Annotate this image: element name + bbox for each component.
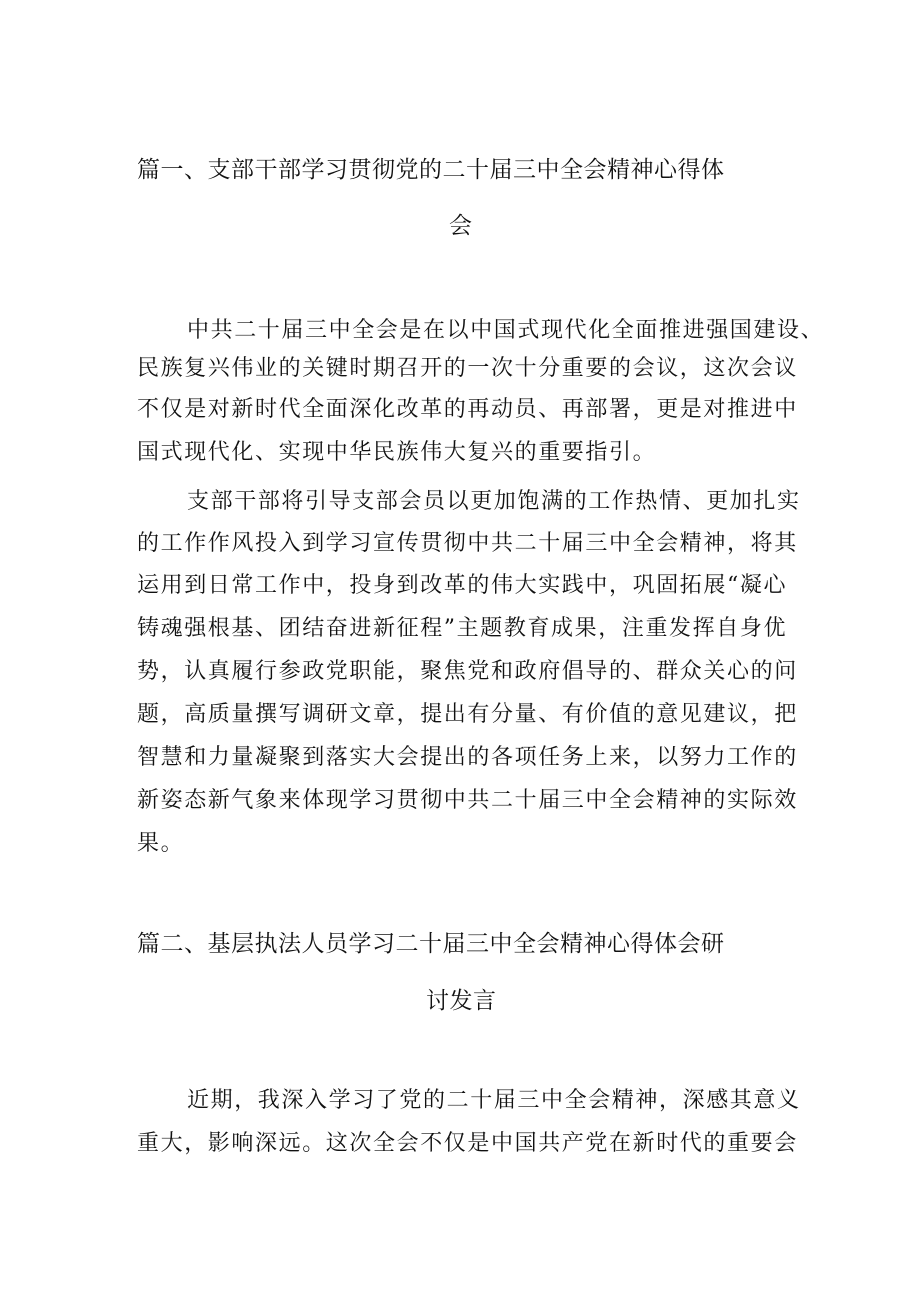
section1-para2-line4: 铸魂强根基、团结奋进新征程”主题教育成果，注重发挥自身优	[137, 616, 788, 641]
section1-para2-line8: 新姿态新气象来体现学习贯彻中共二十届三中全会精神的实际效	[137, 788, 798, 813]
section1-para2-line1: 支部干部将引导支部会员以更加饱满的工作热情、更加扎实	[187, 489, 801, 514]
section2-title-line1: 篇二、基层执法人员学习二十届三中全会精神心得体会研	[137, 931, 725, 957]
section1-para2-line6: 题，高质量撰写调研文章，提出有分量、有价值的意见建议，把	[137, 702, 798, 727]
section2-para1-line1: 近期，我深入学习了党的二十届三中全会精神，深感其意义	[187, 1088, 801, 1113]
section1-para2-line5: 势，认真履行参政党职能，聚焦党和政府倡导的、群众关心的问	[137, 659, 798, 684]
section1-para1-line3: 不仅是对新时代全面深化改革的再动员、再部署，更是对推进中	[137, 397, 798, 422]
section1-para1-line2: 民族复兴伟业的关键时期召开的一次十分重要的会议，这次会议	[137, 356, 798, 381]
section1-para2-line2: 的工作作风投入到学习宣传贯彻中共二十届三中全会精神，将其	[137, 531, 798, 556]
section1-title-line1: 篇一、支部干部学习贯彻党的二十届三中全会精神心得体	[137, 157, 725, 183]
section1-para2-line7: 智慧和力量凝聚到落实大会提出的各项任务上来，以努力工作的	[137, 745, 798, 770]
section1-para2-line9: 果。	[137, 831, 185, 856]
section1-title-line2: 会	[449, 213, 473, 239]
section1-para2-line3: 运用到日常工作中，投身到改革的伟大实践中，巩固拓展“凝心	[137, 573, 788, 598]
section1-para1-line4: 国式现代化、实现中华民族伟大复兴的重要指引。	[137, 440, 657, 465]
section1-para1-line1: 中共二十届三中全会是在以中国式现代化全面推进强国建设、	[187, 318, 825, 343]
section2-title-line2: 讨发言	[426, 988, 497, 1014]
section2-para1-line2: 重大，影响深远。这次全会不仅是中国共产党在新时代的重要会	[137, 1131, 798, 1156]
